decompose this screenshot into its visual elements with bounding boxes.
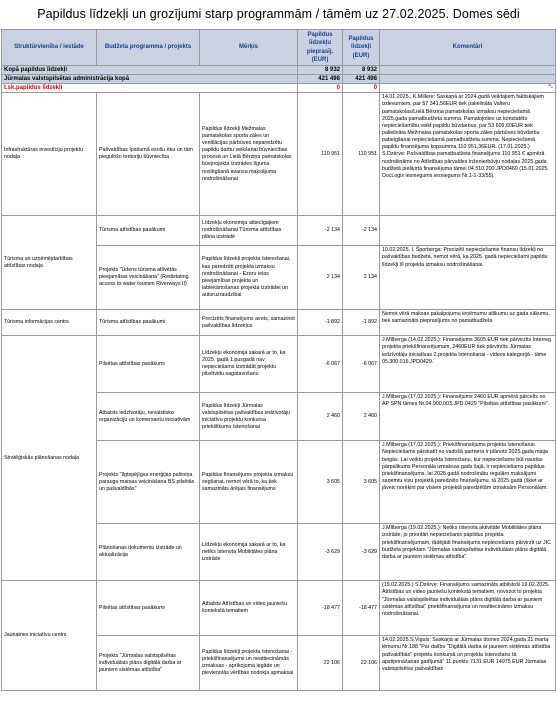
summary-requested: 8 932	[298, 66, 343, 75]
cell-program: Projekts "Ūdens tūrisma atlīvētās pieejamības veicināšana" (Redistating access to water tourism Riverways II)	[97, 246, 200, 310]
cell-program: Pilsētas attīstības pasākumi	[97, 336, 200, 393]
cell-comment: J.Mīlberga (17.02.2025.): Priekšfinansējums projekta īstenošanai. Nepieciešams pārskatīt no vadošā partnera ir plānots 2025.gada maija beigās. Lai veiktu projekta īstenošanu, kur nepieciešams būt naudas pārpalikums Personāla izmaksas gads šajā, ir nepieciešams papildus priekšfinansējums, lai 2025.gadā nodrošinātu regulāro maksājumi saņemtu visu projektā paredzēto finansējumu, tā 2025.gadā (šķiet ar jāveic norēķini par vīsiem projektā paredzētām izmaksām Personālam.	[380, 441, 556, 524]
cell-goal: Līdzekļu ekonomija attiecīgajiem nodrošināšanai Tūrisma attīstības plāna izstrādē	[200, 216, 298, 246]
cell-requested: -1 892	[298, 310, 343, 336]
cell-allocated: -3 629	[343, 524, 380, 581]
cell-requested: 2 134	[298, 246, 343, 310]
cell-goal: Papildus līdzekļi Mežmalas pamatskolas sporta zāles un ventilācijas pārbūves neparedzētu papildu darbu veikšanai būvniecības procesā un Lielā Bērziņa pamatskolas būvprojekta izstrādes līguma noslēgšanā avansa maksājuma nodrošināšanai	[200, 93, 298, 216]
cell-requested: 3 605	[298, 441, 343, 524]
cell-allocated: -6 067	[343, 336, 380, 393]
cell-program: Pilsētas attīstības pasākumi	[97, 581, 200, 636]
col-header-requested: Papildus līdzekļu pieprasīj. (EUR)	[298, 30, 343, 66]
cell-allocated: 2 134	[343, 246, 380, 310]
summary-requested: 421 498	[298, 75, 343, 84]
cell-comment	[380, 216, 556, 246]
table-row	[2, 216, 556, 246]
cell-program: Atbalsts iedzīvotāju, nevalstisko organizāciju un komersantu iniciatīvām	[97, 393, 200, 441]
cell-requested: -2 134	[298, 216, 343, 246]
cell-program: Pašvaldības īpašumā esošu ēku un tām piegulošo teritoriju būvniecība	[97, 93, 200, 216]
cell-program: Tūrisma attīstības pasākumi	[97, 310, 200, 336]
cell-program: Projekts "Ilgtspējīgas enerģijas pašiniņa paraugu maiņas veicināšana BS pilsētās un pašvaldībās"	[97, 441, 200, 524]
cell-comment: 14.01.2025., K.Millere: Saskaņā ar 2024.gadā veiktajiem faktiskajiem izdevumiem, par 57 341,56EUR tiek palielināta Valteru pamatskolas/Lielā Bērziņa pamatskolas izmaksu nepieciešamā 2025.gada pamatbudžeta summa. Pamatojoties uz konstatēto nepieciešamību veikt papildu būvdarbus, par 53 609,60EUR tiek palielināta Mežmalas pamatskolas sporta zāles pārbūves būvdarbu pabeigšanai nepieciešamā pamatbudžeta summa. Nepieciešamā papildu finansējuma kopsumma 110 951,36EUR. (17.01.2025.) S.Dzērve: Pašvaldības pamatbudžeta finansējums 110 951 € apmērā nodrošināms no Attīstības pārvaldes inženierbūvju nodaļas 2025.gada budžetā piešķirtā finansējuma tāmei 04.510.200.JPD0460 (15.01.2025. DocLogix iesniegums iesniegums Nr.1-1-33/55).	[380, 93, 556, 216]
summary-label: Kopā papildus līdzekļi	[2, 66, 298, 75]
cell-allocated: 22 106	[343, 636, 380, 691]
cell-comment: 14.02.2025.S.Viguls: Saskaņā ar Jūrmalas domes 2024.gada 21.marta lēmumu Nr.188 "Par dalību "Digitālā darba ar jauniem sistēmas attīstība pašvaldībās" projektu konkursā un projekta īstenošanu tā apstiprināšanas gadījumā" 11.punktu 7131 EUR 14975 EUR Jūrmalas valstspilsētas pašvaldības	[380, 636, 556, 691]
summary-comment	[380, 75, 556, 84]
summary-label: Jūrmalas valstspilsētas administrācija kopā	[2, 75, 298, 84]
table-row	[2, 581, 556, 636]
page-title: Papildus līdzekļi un grozījumi starp programmām / tāmēm uz 27.02.2025. Domes sēdi	[37, 7, 520, 21]
summary-row-total	[2, 66, 556, 75]
cell-comment: J.Mīlberga (14.02.2025.): Finansējums 3605 EUR tiek pārvirzīts Interreg projekta priekšfinansējumam, 2460EUR tiek pārvirzīts Jūrmalas iedzīvotāju iniciatīvas 2.projekta īstenošanai - videos kategorijā - tāme 05.300.016.JPD0429.	[380, 336, 556, 393]
cell-requested: -6 067	[298, 336, 343, 393]
cell-comment: 10.02.2025. I. Šporberga: Precizētī nepieciešamie finansu līdzekļi no pašvaldības budžeta, nemot vērā, ka 2025. gadā nepieciešami papildu līdzekļi šī projekta izmaksu nodrošināšanai.	[380, 246, 556, 310]
summary-allocated: 421 498	[343, 75, 380, 84]
table-row	[2, 93, 556, 216]
cell-goal: Papildus finansējums projekta izmaksu segšanai, nemot vērā to, ka tiek samazināts ārējais finansējums	[200, 441, 298, 524]
cell-goal: Līdzekļu ekonomija sakarā ar to, ka netiks īstenota Mobilitātes plāna izstrāde	[200, 524, 298, 581]
cell-comment: J.Mīlberga (17.02.2025.): Finansējums 2460 EUR apmērā pārcelts no AP SPN tāmes Nr.04.900.003.JPD.0429 "Pilsētas attīstības pasākumi".	[380, 393, 556, 441]
cell-allocated: -1 892	[343, 310, 380, 336]
summary-requested: 0	[298, 84, 343, 93]
cell-program: Projekts "Jūrmalas valstspilsētas individuālais plāns digitālā darba ar jauniem sistēmas attīstība"	[97, 636, 200, 691]
summary-allocated: 0	[343, 84, 380, 93]
summary-allocated: 8 932	[343, 66, 380, 75]
col-header-comments: Komentāri	[380, 30, 556, 66]
cell-allocated: -2 134	[343, 216, 380, 246]
summary-row-additional	[2, 84, 556, 93]
cell-goal: Papildus līdzekļi Jūrmalas valstspilsētas pašvaldības iedzīvotāju iniciatīvu projektu konkursa priekšlikumu īstenošanai	[200, 393, 298, 441]
summary-label: t.sk.papildus līdzekļi	[2, 84, 298, 93]
col-header-goal: Mērķis	[200, 30, 298, 66]
cell-program: Plānošanas dokumentu izstrāde un aktualizācija	[97, 524, 200, 581]
cell-allocated: 2 460	[343, 393, 380, 441]
col-header-unit: Struktūrvienība / iestāde	[2, 30, 97, 66]
cell-unit: Stratēģiskās plānošanas nodaļa	[2, 336, 97, 581]
cell-requested: -3 629	[298, 524, 343, 581]
cell-program: Tūrisma attīstības pasākumi	[97, 216, 200, 246]
table-row	[2, 336, 556, 393]
budget-table	[1, 29, 556, 691]
cell-unit: Jaunatnes iniciatīvu centrs	[2, 581, 97, 691]
cell-requested: 110 951	[298, 93, 343, 216]
table-row	[2, 310, 556, 336]
cell-allocated: 3 605	[343, 441, 380, 524]
cell-requested: 2 460	[298, 393, 343, 441]
cell-requested: 22 106	[298, 636, 343, 691]
cell-goal: Līdzekļu ekonomija sakarā ar to, ka 2025. gadā 1.pusgadā nav nepieciešams izstrādāt projektu pilsētvidu sagatavošanu	[200, 336, 298, 393]
cell-comment: (19.02.2025.) S.Dzērve: Finansējums samazināts atbilstoši 19.02.2025. Attīstības un video jauniešu kontekstā tematiem, novirzot to projekta "Jūrmalas valstspilsētas individuālais plāns digitālā darba ar jauniem sistēmas attīstībai" priekšfinansējuma un neattiecināmo izmaksu nodrošināšanai.	[380, 581, 556, 636]
cell-goal: Papildus līdzekļi projekta īstenošanai, kas paredzēti projekta izmaksu nodrošināšanai - Ezeru ielas pieejamības projekta un labiekārtošanas projekta izstrādei un autoruzraudzībai	[200, 246, 298, 310]
summary-row-administration	[2, 75, 556, 84]
cell-unit: Infrastruktūras investīciju projektu nodaļa	[2, 93, 97, 216]
col-header-allocated: Papildus līdzekļi (EUR)	[343, 30, 380, 66]
summary-comment: "-	[380, 84, 556, 93]
cell-comment: Ņemot vērā maksas pakalpojumu ieņēmumu atlikumu uz gada sākumu, tiek samazināts pieprasījums no pamatbudžeta	[380, 310, 556, 336]
summary-comment	[380, 66, 556, 75]
cell-comment: J.Mīlberga (19.02.2025.): Netiks īstenota aktivitāte Mobilitātes plāna izstrāde, jo prioritāri nepieciešams papildus projekta priekšfinansējumam, tādējādi finansējums nepieciešams pārvirzīt uz JIC budžeta projektam "Jūrmalas valstspilsētas individuālais plāns digitālā darba ar jauniem sistēmas attīstība".	[380, 524, 556, 581]
cell-requested: -18 477	[298, 581, 343, 636]
cell-goal: Papildus līdzekļi projekta īstenošanai - priekšfinansējums un neattiecināmās izmaksas - aprīkojuma iegāde un pievienotās vērtības nodokļa apmaksai	[200, 636, 298, 691]
cell-allocated: 110 951	[343, 93, 380, 216]
cell-goal: Atbalsts Attīstības un video jauniešu kontekstā tematiem	[200, 581, 298, 636]
cell-allocated: -18 477	[343, 581, 380, 636]
cell-unit: Tūrisma un uzņēmējdarbības attīstības nodaļa	[2, 216, 97, 310]
cell-goal: Precizēts finansējums avots, samazinot pašvaldības līdzekļus	[200, 310, 298, 336]
col-header-program: Budžeta programma / projekts	[97, 30, 200, 66]
cell-unit: Tūrisma informācijas centrs	[2, 310, 97, 336]
header-row	[2, 30, 556, 66]
